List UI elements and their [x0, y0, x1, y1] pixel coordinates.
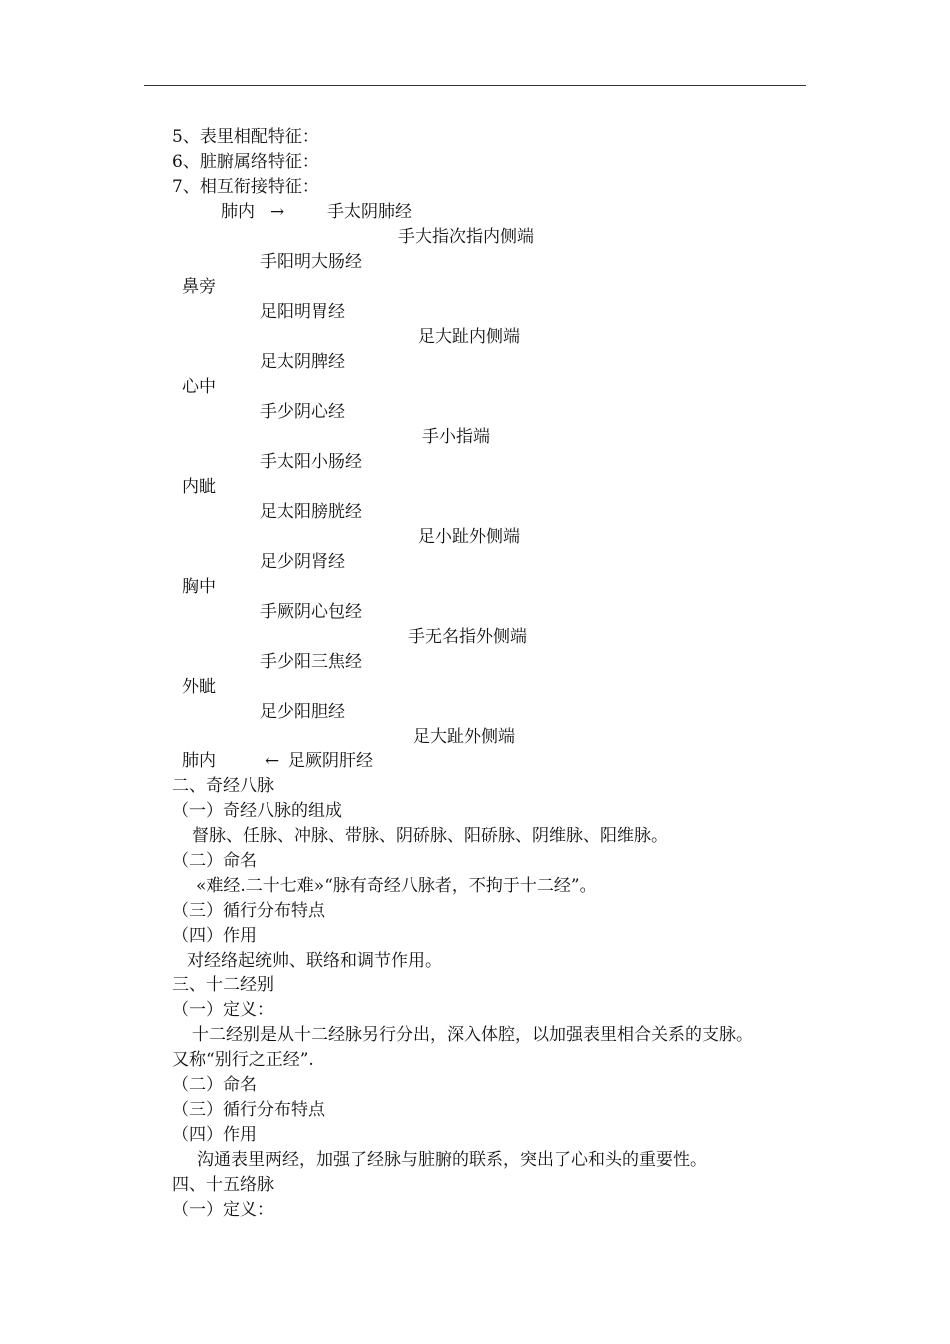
divergent-p1b: 又称“别行之正经”.	[172, 1050, 314, 1070]
junction-1: 手大指次指内侧端	[398, 227, 534, 247]
header-rule	[144, 85, 806, 86]
divergent-h3: （三）循行分布特点	[172, 1100, 325, 1120]
extra-meridians-h4: （四）作用	[172, 926, 257, 946]
extra-meridians-p4: 对经络起统帅、联络和调节作用。	[187, 951, 442, 971]
extra-meridians-title: 二、奇经八脉	[172, 776, 274, 796]
collaterals-title: 四、十五络脉	[172, 1175, 274, 1195]
meridian-heart: 手少阴心经	[260, 402, 345, 422]
extra-meridians-h3: （三）循行分布特点	[172, 901, 325, 921]
left-arrow-icon: ←	[265, 751, 280, 771]
chain-end-location: 肺内	[182, 751, 216, 771]
extra-meridians-p1: 督脉、任脉、冲脉、带脉、阴硚脉、阳硚脉、阴维脉、阳维脉。	[192, 826, 668, 846]
extra-meridians-p2: «难经.二十七难»“脉有奇经八脉者，不拘于十二经”。	[196, 876, 597, 896]
location-1: 鼻旁	[182, 277, 216, 297]
collaterals-h1: （一）定义：	[172, 1200, 274, 1220]
junction-5: 手无名指外侧端	[408, 627, 527, 647]
meridian-liver: 足厥阴肝经	[288, 751, 373, 771]
section-6: 6、脏腑属络特征：	[172, 152, 319, 172]
right-arrow-icon: →	[270, 202, 285, 222]
location-3: 内眦	[182, 477, 216, 497]
divergent-h4: （四）作用	[172, 1125, 257, 1145]
divergent-p4: 沟通表里两经，加强了经脉与脏腑的联系，突出了心和头的重要性。	[197, 1150, 707, 1170]
meridian-pericardium: 手厥阴心包经	[260, 602, 362, 622]
section-7: 7、相互衔接特征：	[172, 177, 319, 197]
meridian-gallbladder: 足少阳胆经	[260, 702, 345, 722]
meridian-small-intestine: 手太阳小肠经	[260, 452, 362, 472]
meridian-lung: 手太阴肺经	[327, 202, 412, 222]
junction-2: 足大趾内侧端	[418, 327, 520, 347]
junction-4: 足小趾外侧端	[418, 527, 520, 547]
section-5: 5、表里相配特征：	[172, 127, 319, 147]
junction-6: 足大趾外侧端	[413, 727, 515, 747]
extra-meridians-h2: （二）命名	[172, 851, 257, 871]
divergent-title: 三、十二经别	[172, 975, 274, 995]
meridian-stomach: 足阳明胃经	[260, 302, 345, 322]
location-4: 胸中	[182, 577, 216, 597]
chain-start-location: 肺内	[221, 202, 255, 222]
location-2: 心中	[182, 377, 216, 397]
location-5: 外眦	[182, 677, 216, 697]
divergent-h2: （二）命名	[172, 1075, 257, 1095]
meridian-kidney: 足少阴肾经	[260, 552, 345, 572]
divergent-p1a: 十二经别是从十二经脉另行分出，深入体腔，以加强表里相合关系的支脉。	[192, 1025, 753, 1045]
extra-meridians-h1: （一）奇经八脉的组成	[172, 801, 342, 821]
meridian-bladder: 足太阳膀胱经	[260, 502, 362, 522]
meridian-triple-burner: 手少阳三焦经	[260, 652, 362, 672]
meridian-spleen: 足太阴脾经	[260, 352, 345, 372]
meridian-large-intestine: 手阳明大肠经	[260, 252, 362, 272]
divergent-h1: （一）定义：	[172, 1000, 274, 1020]
junction-3: 手小指端	[422, 427, 490, 447]
